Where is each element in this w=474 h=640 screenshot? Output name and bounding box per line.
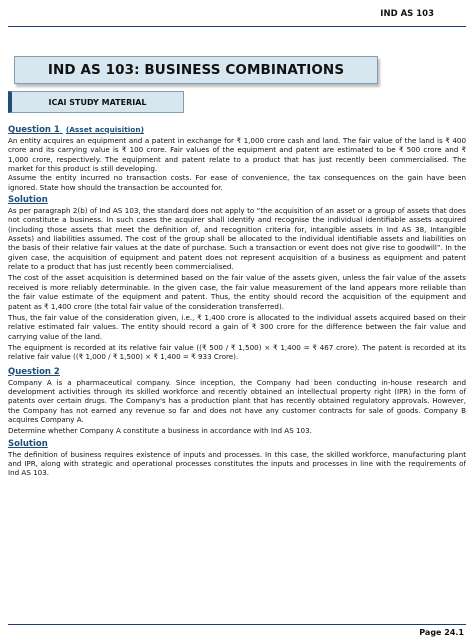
footer-divider [8, 624, 466, 625]
solution-1-paragraph: The cost of the asset acquisition is determined based on the fair value of the assets given, unless the fair value of the assets received is more reliably determinable. In the given case, the fair value measurement of the land appears more reliable than the fair value estimate of the equipment and patent. Thus, the entity should record the acquisition of the equipment and patent as ₹ 1,400 crore (the total fair value of the consideration transferred). [8, 273, 466, 311]
question-2-heading: Question 2 [8, 366, 60, 377]
question-1-paragraph: An entity acquires an equipment and a patent in exchange for ₹ 1,000 crore cash and land. The fair value of the land is ₹ 400 crore and its carrying value is ₹ 100 crore. Fair values of the equipment and patent are estimated to be ₹ 500 crore and ₹ 1,000 crore, respectively. The equipment and patent relate to a product that has just recently been commercialised. The market for this product is still developing. [8, 136, 466, 174]
solution-1-paragraph: As per paragraph 2(b) of Ind AS 103, the standard does not apply to “the acquisition of an asset or a group of assets that does not constitute a business. In such cases the acquirer shall identify and recognise the individual identifiable assets acquired (including those assets that meet the definition of, and recognition criteria for, intangible assets in Ind AS 38, Intangible Assets) and liabilities assumed. The cost of the group shall be allocated to the individual identifiable assets and liabilities on the basis of their relative fair values at the date of purchase. Such a transaction or event does not give rise to goodwill”. In the given case, the acquisition of equipment and patent does not represent acquisition of a business as equipment and patent relate to a product that has just recently been commercialised. [8, 206, 466, 272]
question-2-paragraph: Company A is a pharmaceutical company. Since inception, the Company had been conducting in-house research and development activities through its skilled workforce and recently obtained an intellectual property right (IPR) in the form of patents over certain drugs. The Company's has a production plant that has recently obtained regulatory approvals. However, the Company has not earned any revenue so far and does not have any customer contracts for sale of goods. Company B acquires Company A. [8, 377, 466, 424]
page-number: Page 24.1 [419, 628, 464, 637]
solution-2-paragraph: The definition of business requires existence of inputs and processes. In this case, the skilled workforce, manufacturing plant and IPR, along with strategic and operational processes constitutes the inputs and processes in line with the requirements of Ind AS 103. [8, 449, 466, 478]
solution-2-heading: Solution [8, 438, 48, 449]
solution-1-paragraph: Thus, the fair value of the consideration given, i.e., ₹ 1,400 crore is allocated to the individual assets acquired based on their relative estimated fair values. The entity should record a gain of ₹ 300 crore for the difference between the fair value and carrying value of the land. [8, 312, 466, 341]
page-header [0, 5, 474, 27]
running-header: IND AS 103 [380, 9, 434, 19]
question-1-subheading: (Asset acquisition) [65, 125, 144, 134]
source-tag: ICAI STUDY MATERIAL [8, 91, 184, 113]
question-1-label: Question 1 [8, 125, 60, 135]
header-divider [8, 26, 466, 27]
chapter-title: IND AS 103: BUSINESS COMBINATIONS [14, 56, 378, 84]
solution-1-heading: Solution [8, 195, 48, 206]
question-1-paragraph: Assume the entity incurred no transaction costs. For ease of convenience, the tax consequences on the gain have been ignored. State how should the transaction be accounted for. [8, 173, 466, 192]
question-1-heading [8, 124, 466, 136]
page-content [8, 124, 466, 478]
solution-1-paragraph: The equipment is recorded at its relative fair value ((₹ 500 / ₹ 1,500) × ₹ 1,400 = ₹ 467 crore). The patent is recorded at its relative fair value ((₹ 1,000 / ₹ 1,500) × ₹ 1,400 = ₹ 933 Crore). [8, 342, 466, 362]
question-2-paragraph: Determine whether Company A constitute a business in accordance with Ind AS 103. [8, 426, 312, 436]
